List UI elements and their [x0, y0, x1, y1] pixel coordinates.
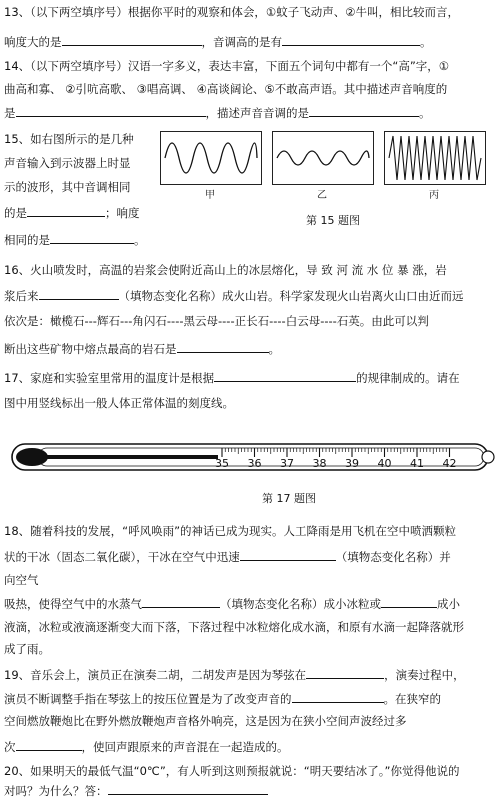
q17-text-2: 图中用竖线标出一般人体正常体温的刻度线。 [4, 396, 234, 410]
q18-text-3: 向空气 [4, 573, 39, 587]
q13-line-2 [4, 33, 432, 50]
q19-line-1 [4, 666, 465, 683]
thermometer-scale-label: 37 [280, 457, 294, 470]
q20-text-1: 20、如果明天的最低气温“0℃”，有人听到这则预报就说：“明天要结冰了。”你觉得他说的 [4, 764, 460, 778]
q20-line-1 [4, 763, 459, 779]
q15-text-1: 15、如右图所示的是几种 [4, 132, 134, 146]
q14-answer-blank-1[interactable] [16, 104, 206, 117]
q18-text-6: 成了雨。 [4, 642, 50, 656]
q15-line-1 [4, 131, 134, 147]
q13-text: 13、（以下两空填序号）根据你平时的观察和体会，①蚊子飞动声、②牛叫，相比较而言， [4, 5, 459, 19]
q15-text-same-pitch: 的是 [4, 206, 27, 220]
q16-text-1: 16、火山喷发时，高温的岩浆会使附近高山上的冰层熔化，导 致 河 流 水 位 暴 涨，岩 [4, 263, 447, 277]
waveform-bing [384, 131, 486, 185]
thermometer-scale-label: 42 [442, 457, 457, 470]
q19-answer-blank-3[interactable] [16, 738, 82, 751]
q19-answer-blank-2[interactable] [292, 690, 384, 703]
waveform-jia-line [165, 143, 257, 173]
q15-text-same-loud: 相同的是 [4, 233, 50, 247]
waveform-jia-svg [161, 132, 261, 184]
q18-line-2 [4, 548, 451, 565]
waveform-yi-label: 乙 [317, 190, 327, 201]
q17-line-1 [4, 369, 460, 386]
q13-period: 。 [420, 35, 432, 49]
q16-text-3: 依次是：橄榄石---辉石---角闪石----黑云母----正长石----白云母----石英。由此可以判 [4, 314, 429, 328]
q17-text-1: 17、家庭和实验室里常用的温度计是根据 [4, 371, 215, 385]
q18-text-5: 液滴，冰粒或液滴逐渐变大而下落，下落过程中冰粒熔化成水滴，和原有水滴一起降落就形 [4, 620, 464, 634]
q14-answer-blank-2[interactable] [309, 104, 419, 117]
q15-line-4 [4, 204, 140, 221]
q19-text-2b: 。在狭窄的 [383, 692, 441, 706]
q20-line-2 [4, 782, 268, 799]
q19-answer-blank-1[interactable] [306, 666, 384, 679]
q19-text-1b: ，演奏过程中， [384, 668, 465, 682]
q19-line-3 [4, 713, 407, 729]
q15-line-2 [4, 155, 131, 171]
q14-text: 14、（以下两空填序号）汉语一字多义，表达丰富，下面五个词句中都有一个“高”字，① [4, 59, 450, 73]
q18-text-2a: 状的干冰（固态二氧化碳），干冰在空气中迅速 [4, 550, 240, 564]
thermometer-end-loop [482, 451, 494, 463]
q19-text-4a: 次 [4, 740, 16, 754]
q15-text-3: 示的波形，其中音调相同 [4, 180, 131, 194]
waveform-bing-label: 丙 [429, 190, 439, 201]
q19-text-3: 空间燃放鞭炮比在野外燃放鞭炮声音格外响亮，这是因为在狭小空间声波经过多 [4, 714, 407, 728]
q13-answer-blank-2[interactable] [282, 33, 420, 46]
q16-period: 。 [268, 342, 280, 356]
q14-line-1 [4, 58, 449, 74]
q19-text-2a: 演员不断调整手指在琴弦上的按压位置是为了改变声音的 [4, 692, 292, 706]
q18-line-3 [4, 572, 39, 588]
q17-answer-blank[interactable] [214, 369, 356, 382]
q20-text-2: 对吗？为什么？答： [4, 784, 108, 798]
q16-line-2 [4, 287, 464, 304]
q16-answer-blank-2[interactable] [177, 340, 269, 353]
q16-line-4 [4, 340, 280, 357]
q18-text-4c: 成小 [437, 597, 460, 611]
thermometer-scale-label: 35 [215, 457, 229, 470]
waveform-jia-label: 甲 [205, 190, 215, 201]
q13-text-loud: 响度大的是 [4, 35, 62, 49]
q13-answer-blank-1[interactable] [62, 33, 202, 46]
q18-line-6 [4, 641, 50, 657]
q15-period: 。 [134, 233, 146, 247]
q14-period: 。 [419, 106, 431, 120]
q17-text-1b: 的规律制成的。请在 [356, 371, 460, 385]
thermometer-scale-label: 39 [345, 457, 359, 470]
q13-text-pitch: ，音调高的是有 [201, 35, 282, 49]
q19-text-1a: 19、音乐会上，演员正在演奏二胡，二胡发声是因为琴弦在 [4, 668, 307, 682]
waveform-jia [160, 131, 262, 185]
q16-text-2a: 浆后来 [4, 289, 39, 303]
waveform-yi-svg [273, 132, 373, 184]
thermometer-scale-label: 40 [377, 457, 392, 470]
q15-text-2: 声音输入到示波器上时显 [4, 156, 131, 170]
waveform-bing-line [389, 136, 481, 180]
q15-line-3 [4, 179, 131, 195]
q14-text-is: 是 [4, 106, 16, 120]
q16-answer-blank-1[interactable] [39, 287, 119, 300]
q14-line-3 [4, 104, 431, 121]
q16-text-2b: （填物态变化名称）成火山岩。科学家发现火山岩离火山口由近而远 [118, 289, 464, 303]
q18-text-4a: 吸热，使得空气中的水蒸气 [4, 597, 142, 611]
thermometer-column [32, 455, 218, 459]
q18-answer-blank-2[interactable] [142, 595, 220, 608]
q18-line-4 [4, 595, 460, 612]
q20-answer-blank[interactable] [108, 782, 268, 795]
figure-15-caption: 第 15 题图 [306, 214, 360, 227]
q19-text-4b: ，使回声跟原来的声音混在一起造成的。 [81, 740, 289, 754]
waveform-bing-svg [385, 132, 485, 184]
thermometer-scale-label: 38 [312, 457, 327, 470]
q15-text-loudness: ；响度 [105, 206, 140, 220]
q18-text-4b: （填物态变化名称）成小冰粒或 [220, 597, 381, 611]
q18-answer-blank-1[interactable] [240, 548, 336, 561]
q17-line-2 [4, 395, 234, 411]
q18-line-5 [4, 619, 464, 635]
waveform-yi-line [277, 151, 369, 165]
figure-17-caption: 第 17 题图 [262, 492, 316, 505]
q18-line-1 [4, 523, 456, 539]
q15-line-5 [4, 231, 146, 248]
q13-line-1 [4, 4, 459, 20]
q18-text-2b: （填物态变化名称）并 [335, 550, 451, 564]
q15-answer-blank-1[interactable] [27, 204, 105, 217]
thermometer[interactable] [8, 438, 496, 476]
q14-text-pitch: ，描述声音音调的是 [205, 106, 309, 120]
q14-text-options: 曲高和寡、 ②引吭高歌、 ③唱高调、 ④高谈阔论、⑤不敢高声语。其中描述声音响度的 [4, 82, 448, 96]
q16-text-4: 断出这些矿物中熔点最高的岩石是 [4, 342, 177, 356]
thermometer-scale-label: 36 [247, 457, 262, 470]
q19-line-2 [4, 690, 441, 707]
thermometer-scale-label: 41 [410, 457, 424, 470]
q18-answer-blank-3[interactable] [381, 595, 437, 608]
q19-line-4 [4, 738, 289, 755]
q16-line-3 [4, 313, 429, 329]
q16-line-1 [4, 262, 447, 278]
waveform-yi [272, 131, 374, 185]
q18-text-1: 18、随着科技的发展，“呼风唤雨”的神话已成为现实。人工降雨是用飞机在空中喷洒颗粒 [4, 524, 457, 538]
q14-line-2 [4, 81, 447, 97]
q15-answer-blank-2[interactable] [50, 231, 134, 244]
